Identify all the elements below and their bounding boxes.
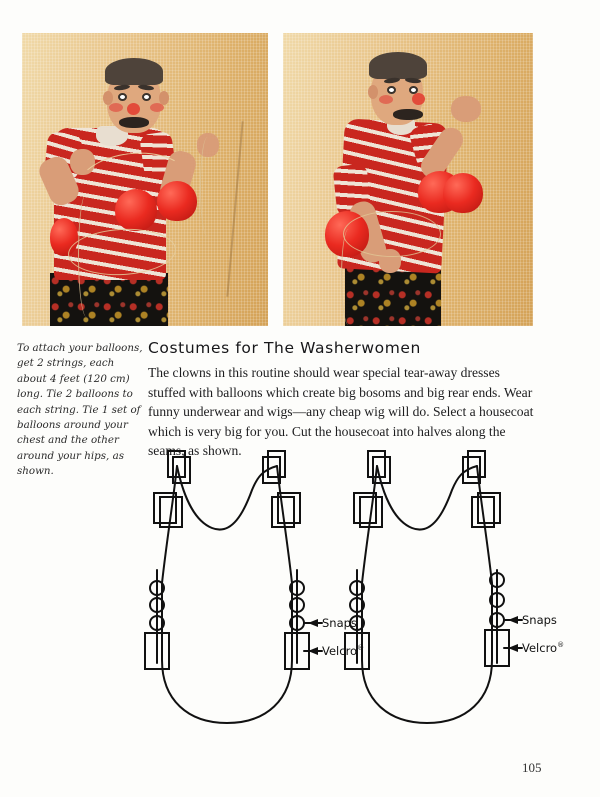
housecoat-halves-diagram [140, 448, 565, 743]
label-velcro-right: Velcro® [522, 641, 565, 655]
clown-ear [368, 85, 378, 99]
clown-moustache [119, 117, 149, 128]
label-snaps-right: Snaps [522, 613, 557, 627]
registered-trademark-icon: ® [557, 641, 565, 650]
string-loose-left [78, 193, 95, 317]
clown-cheek [379, 95, 393, 104]
clown-hair [105, 58, 163, 85]
clown-cheek-right [150, 103, 164, 112]
string-trailing [341, 229, 356, 325]
clown-eye-right [142, 93, 151, 101]
label-snaps-left: Snaps [322, 616, 357, 630]
clown-hair [369, 52, 427, 79]
registered-trademark-icon: ® [357, 644, 365, 653]
housecoat-diagram-svg [140, 448, 540, 743]
housecoat-left-half [145, 451, 309, 723]
clown-cheek-left [109, 103, 123, 112]
photo-clown-side-view [283, 33, 533, 326]
clown-nose [412, 93, 425, 105]
photo-caption: To attach your balloons, get 2 strings, each about 4 feet (120 cm) long. Tie 2 balloons to each string. Tie 1 set of balloons around your chest and the other around your hips, as shown. [17, 342, 143, 478]
clown-eye-left [387, 86, 396, 94]
page-number: 105 [522, 760, 542, 775]
housecoat-right-half [345, 451, 509, 723]
clown-eye-left [118, 93, 127, 101]
body-paragraph: The clowns in this routine should wear special tear-away dresses stuffed with balloons which create big bosoms and big rear ends. Wear funny underwear and wigs—any cheap wig will do. Select a housecoat which is very big for you. Cut the housecoat into halves along the seams, as shown. [148, 365, 534, 459]
string-loose-right [200, 137, 215, 237]
clown-hand-raised [451, 96, 481, 122]
balloon-bosom-back [443, 173, 483, 213]
label-velcro-left: Velcro® [322, 644, 365, 658]
section-heading: Costumes for The Washerwomen [148, 339, 421, 357]
clown-nose [127, 103, 140, 115]
string-waist [343, 211, 441, 257]
clown-moustache [393, 109, 423, 120]
clown-pants [50, 273, 168, 326]
photo-clown-attaching-balloons [22, 33, 268, 326]
